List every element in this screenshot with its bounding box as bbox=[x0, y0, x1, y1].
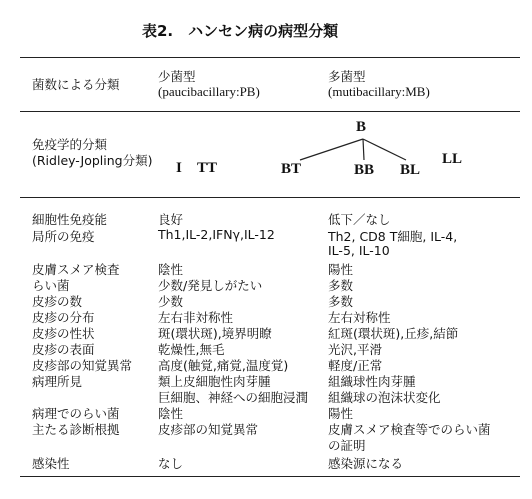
type-ll: LL bbox=[442, 151, 463, 167]
row-label: 皮疹の表面 bbox=[32, 342, 95, 357]
row-mb-value: IL-5, IL-10 bbox=[328, 243, 390, 258]
row-label: 病理所見 bbox=[32, 374, 83, 389]
row-mb-value: 組織球の泡沫状変化 bbox=[328, 390, 441, 405]
row-pb-value: なし bbox=[158, 456, 184, 471]
row-pb-value: 乾燥性,無毛 bbox=[158, 342, 225, 357]
row-label: らい菌 bbox=[32, 278, 70, 293]
row-label: 皮疹の数 bbox=[32, 294, 83, 309]
type-b: B bbox=[356, 119, 367, 135]
row-pb-value: 陰性 bbox=[158, 406, 184, 421]
pb-label-en: (paucibacillary:PB) bbox=[158, 84, 260, 99]
row-pb-value: 皮疹部の知覚異常 bbox=[158, 422, 259, 437]
row-mb-value: 多数 bbox=[328, 278, 354, 293]
row-pb-value: 良好 bbox=[158, 212, 184, 227]
type-bt: BT bbox=[281, 161, 302, 177]
row-mb-value: 低下／なし bbox=[328, 212, 391, 227]
row-mb-value: 組織球性肉芽腫 bbox=[328, 374, 416, 389]
bacterial-classification-label: 菌数による分類 bbox=[32, 77, 120, 92]
row-pb-value: 陰性 bbox=[158, 262, 184, 277]
row-mb-value: 感染源になる bbox=[328, 456, 404, 471]
bottom-rule bbox=[20, 476, 520, 477]
type-bl: BL bbox=[400, 162, 421, 178]
mb-label-jp: 多菌型 bbox=[328, 69, 366, 84]
row-mb-value: Th2, CD8 T細胞, IL-4, bbox=[328, 229, 458, 244]
immune-classification-label: 免疫学的分類 bbox=[32, 137, 108, 152]
ridley-jopling-label: (Ridley-Jopling分類) bbox=[32, 153, 153, 168]
row-label: 皮疹の性状 bbox=[32, 326, 95, 341]
row-mb-value: の証明 bbox=[328, 438, 366, 453]
row-pb-value: 左右非対称性 bbox=[158, 310, 234, 325]
row-mb-value: 皮膚スメア検査等でのらい菌 bbox=[328, 422, 491, 437]
row-label: 細胞性免疫能 bbox=[32, 212, 108, 227]
row-mb-value: 多数 bbox=[328, 294, 354, 309]
row-mb-value: 光沢,平滑 bbox=[328, 342, 382, 357]
row-label: 局所の免疫 bbox=[32, 229, 95, 244]
row-label: 皮疹の分布 bbox=[32, 310, 95, 325]
row-label: 皮疹部の知覚異常 bbox=[32, 358, 133, 373]
row-pb-value: 類上皮細胞性肉芽腫 bbox=[158, 374, 271, 389]
row-pb-value: 少数/発見しがたい bbox=[158, 278, 263, 293]
row-pb-value: 高度(触覚,痛覚,温度覚) bbox=[158, 358, 289, 373]
row-label: 皮膚スメア検査 bbox=[32, 262, 120, 277]
row-label: 病理でのらい菌 bbox=[32, 406, 120, 421]
row-pb-value: 巨細胞、神経への細胞浸潤 bbox=[158, 390, 309, 405]
row-pb-value: 少数 bbox=[158, 294, 184, 309]
row-pb-value: Th1,IL-2,IFNγ,IL-12 bbox=[158, 227, 275, 242]
type-i: I bbox=[176, 160, 182, 176]
mb-label-en: (mutibacillary:MB) bbox=[328, 84, 430, 99]
row-mb-value: 陽性 bbox=[328, 406, 354, 421]
page-title: 表2. ハンセン病の病型分類 bbox=[142, 22, 339, 40]
pb-label-jp: 少菌型 bbox=[158, 69, 196, 84]
type-tt: TT bbox=[197, 160, 218, 176]
row-mb-value: 陽性 bbox=[328, 262, 354, 277]
type-bb: BB bbox=[354, 162, 375, 178]
row-pb-value: 斑(環状斑),境界明瞭 bbox=[158, 326, 272, 341]
immune-divider bbox=[20, 197, 520, 198]
row-mb-value: 紅斑(環状斑),丘疹,結節 bbox=[328, 326, 459, 341]
row-label: 感染性 bbox=[32, 456, 70, 471]
row-label: 主たる診断根拠 bbox=[32, 422, 120, 437]
row-mb-value: 軽度/正常 bbox=[328, 358, 383, 373]
row-mb-value: 左右対称性 bbox=[328, 310, 391, 325]
